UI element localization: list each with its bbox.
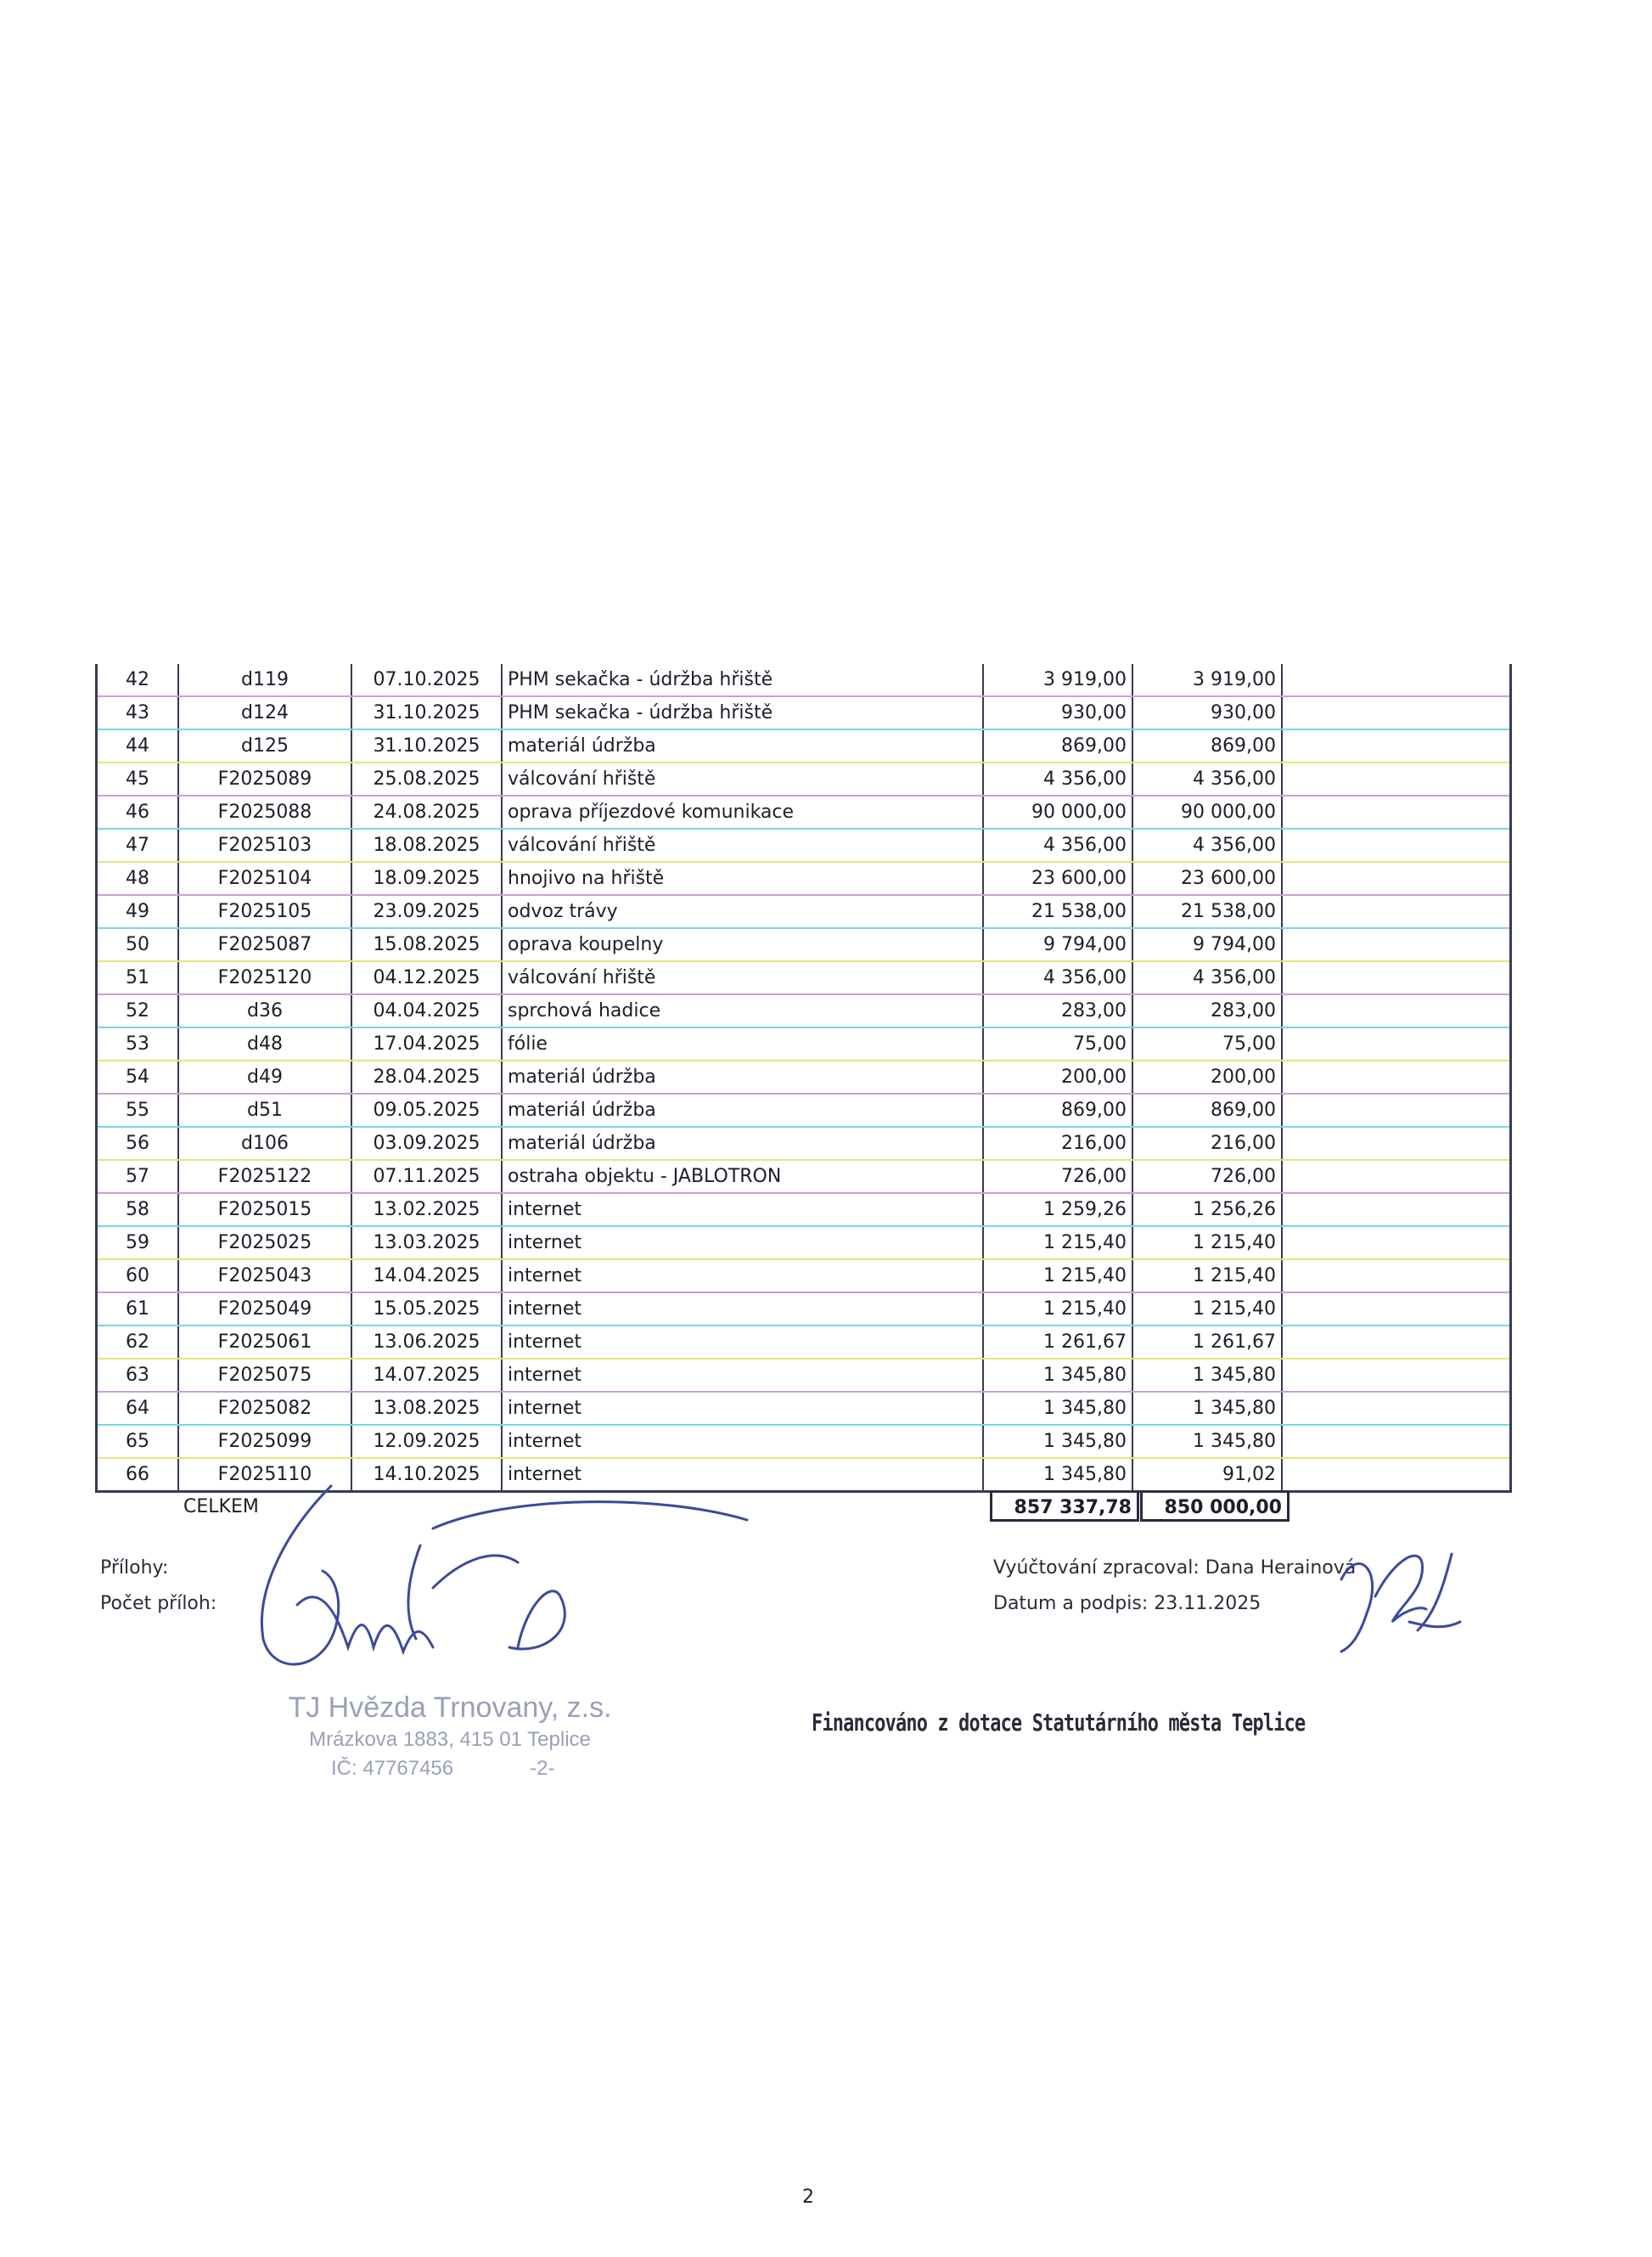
expense-description: internet bbox=[502, 1226, 983, 1259]
table-row bbox=[97, 729, 1511, 763]
amount-covered: 3 919,00 bbox=[1132, 664, 1282, 696]
amount-total: 1 215,40 bbox=[983, 1292, 1132, 1325]
amount-covered: 869,00 bbox=[1132, 1094, 1282, 1127]
amount-covered: 1 215,40 bbox=[1132, 1292, 1282, 1325]
note-cell bbox=[1282, 1226, 1511, 1259]
document-number: d124 bbox=[178, 696, 351, 729]
expense-description: hnojivo na hřiště bbox=[502, 862, 983, 895]
table-row bbox=[97, 895, 1511, 928]
row-number: 64 bbox=[97, 1392, 179, 1425]
amount-total: 1 345,80 bbox=[983, 1359, 1132, 1392]
amount-total: 1 345,80 bbox=[983, 1392, 1132, 1425]
expense-description: válcování hřiště bbox=[502, 961, 983, 994]
document-date: 24.08.2025 bbox=[351, 796, 502, 829]
amount-total: 1 215,40 bbox=[983, 1226, 1132, 1259]
document-date: 12.09.2025 bbox=[351, 1425, 502, 1458]
amount-total: 4 356,00 bbox=[983, 763, 1132, 796]
row-number: 42 bbox=[97, 664, 179, 696]
document-date: 31.10.2025 bbox=[351, 729, 502, 763]
total-covered: 850 000,00 bbox=[1140, 1491, 1290, 1522]
table-row bbox=[97, 928, 1511, 961]
financed-by-note: Financováno z dotace Statutárního města Teplice bbox=[812, 1708, 1306, 1736]
document-date: 18.09.2025 bbox=[351, 862, 502, 895]
amount-total: 75,00 bbox=[983, 1027, 1132, 1061]
note-cell bbox=[1282, 1425, 1511, 1458]
row-number: 48 bbox=[97, 862, 179, 895]
expense-description: PHM sekačka - údržba hřiště bbox=[502, 664, 983, 696]
document-date: 13.08.2025 bbox=[351, 1392, 502, 1425]
amount-total: 90 000,00 bbox=[983, 796, 1132, 829]
row-number: 47 bbox=[97, 829, 179, 862]
document-date: 15.08.2025 bbox=[351, 928, 502, 961]
table-row bbox=[97, 696, 1511, 729]
attachments-count-label: Počet příloh: bbox=[100, 1593, 217, 1614]
stamp-ico: IČ: 47767456 bbox=[331, 1757, 454, 1780]
amount-total: 930,00 bbox=[983, 696, 1132, 729]
expense-description: PHM sekačka - údržba hřiště bbox=[502, 696, 983, 729]
document-date: 07.11.2025 bbox=[351, 1160, 502, 1193]
table-row bbox=[97, 1061, 1511, 1094]
document-number: F2025075 bbox=[178, 1359, 351, 1392]
expense-description: materiál údržba bbox=[502, 1127, 983, 1160]
row-number: 53 bbox=[97, 1027, 179, 1061]
document-number: d106 bbox=[178, 1127, 351, 1160]
expense-description: válcování hřiště bbox=[502, 829, 983, 862]
note-cell bbox=[1282, 1359, 1511, 1392]
amount-covered: 1 345,80 bbox=[1132, 1359, 1282, 1392]
note-cell bbox=[1282, 1094, 1511, 1127]
amount-total: 726,00 bbox=[983, 1160, 1132, 1193]
amount-total: 1 261,67 bbox=[983, 1325, 1132, 1359]
amount-covered: 1 256,26 bbox=[1132, 1193, 1282, 1226]
attachments-label: Přílohy: bbox=[100, 1557, 169, 1579]
table-row bbox=[97, 1325, 1511, 1359]
document-number: F2025103 bbox=[178, 829, 351, 862]
note-cell bbox=[1282, 1061, 1511, 1094]
amount-total: 1 345,80 bbox=[983, 1425, 1132, 1458]
table-row bbox=[97, 862, 1511, 895]
table-row bbox=[97, 994, 1511, 1027]
note-cell bbox=[1282, 1325, 1511, 1359]
amount-covered: 75,00 bbox=[1132, 1027, 1282, 1061]
amount-covered: 90 000,00 bbox=[1132, 796, 1282, 829]
amount-total: 4 356,00 bbox=[983, 829, 1132, 862]
document-number: F2025122 bbox=[178, 1160, 351, 1193]
document-date: 15.05.2025 bbox=[351, 1292, 502, 1325]
stamp-ico-row bbox=[255, 1757, 645, 1781]
amount-covered: 4 356,00 bbox=[1132, 763, 1282, 796]
row-number: 66 bbox=[97, 1458, 179, 1492]
document-date: 31.10.2025 bbox=[351, 696, 502, 729]
document-date: 14.04.2025 bbox=[351, 1259, 502, 1292]
amount-total: 1 215,40 bbox=[983, 1259, 1132, 1292]
table-row bbox=[97, 829, 1511, 862]
document-date: 04.12.2025 bbox=[351, 961, 502, 994]
note-cell bbox=[1282, 895, 1511, 928]
document-number: F2025105 bbox=[178, 895, 351, 928]
stamp-mark: -2- bbox=[530, 1757, 555, 1780]
document-number: F2025089 bbox=[178, 763, 351, 796]
table-row bbox=[97, 1259, 1511, 1292]
expense-description: oprava koupelny bbox=[502, 928, 983, 961]
stamp-name: TJ Hvězda Trnovany, z.s. bbox=[288, 1691, 612, 1724]
row-number: 59 bbox=[97, 1226, 179, 1259]
note-cell bbox=[1282, 1458, 1511, 1492]
document-number: F2025061 bbox=[178, 1325, 351, 1359]
table-row bbox=[97, 1160, 1511, 1193]
table-row bbox=[97, 1392, 1511, 1425]
row-number: 43 bbox=[97, 696, 179, 729]
document-date: 17.04.2025 bbox=[351, 1027, 502, 1061]
table-row bbox=[97, 1094, 1511, 1127]
row-number: 51 bbox=[97, 961, 179, 994]
table-row bbox=[97, 796, 1511, 829]
row-number: 63 bbox=[97, 1359, 179, 1392]
table-row bbox=[97, 1292, 1511, 1325]
row-number: 62 bbox=[97, 1325, 179, 1359]
amount-covered: 726,00 bbox=[1132, 1160, 1282, 1193]
document-date: 09.05.2025 bbox=[351, 1094, 502, 1127]
expense-description: internet bbox=[502, 1359, 983, 1392]
table-row bbox=[97, 1027, 1511, 1061]
row-number: 61 bbox=[97, 1292, 179, 1325]
total-amount: 857 337,78 bbox=[990, 1491, 1139, 1522]
note-cell bbox=[1282, 862, 1511, 895]
document-number: F2025082 bbox=[178, 1392, 351, 1425]
row-number: 56 bbox=[97, 1127, 179, 1160]
note-cell bbox=[1282, 829, 1511, 862]
row-number: 45 bbox=[97, 763, 179, 796]
amount-covered: 4 356,00 bbox=[1132, 961, 1282, 994]
amount-covered: 930,00 bbox=[1132, 696, 1282, 729]
date-signature-label: Datum a podpis: 23.11.2025 bbox=[993, 1593, 1261, 1614]
table-row bbox=[97, 1193, 1511, 1226]
amount-total: 3 919,00 bbox=[983, 664, 1132, 696]
document-number: d51 bbox=[178, 1094, 351, 1127]
row-number: 55 bbox=[97, 1094, 179, 1127]
amount-covered: 21 538,00 bbox=[1132, 895, 1282, 928]
document-date: 25.08.2025 bbox=[351, 763, 502, 796]
document-number: F2025088 bbox=[178, 796, 351, 829]
row-number: 54 bbox=[97, 1061, 179, 1094]
document-number: F2025049 bbox=[178, 1292, 351, 1325]
expense-description: materiál údržba bbox=[502, 1061, 983, 1094]
amount-total: 869,00 bbox=[983, 1094, 1132, 1127]
amount-total: 283,00 bbox=[983, 994, 1132, 1027]
table-row bbox=[97, 1359, 1511, 1392]
page-number: 2 bbox=[802, 2187, 814, 2208]
amount-covered: 869,00 bbox=[1132, 729, 1282, 763]
document-number: d119 bbox=[178, 664, 351, 696]
expense-description: internet bbox=[502, 1392, 983, 1425]
note-cell bbox=[1282, 1392, 1511, 1425]
expense-description: ostraha objektu - JABLOTRON bbox=[502, 1160, 983, 1193]
amount-covered: 283,00 bbox=[1132, 994, 1282, 1027]
table-row bbox=[97, 763, 1511, 796]
note-cell bbox=[1282, 796, 1511, 829]
row-number: 60 bbox=[97, 1259, 179, 1292]
expense-description: sprchová hadice bbox=[502, 994, 983, 1027]
amount-covered: 1 345,80 bbox=[1132, 1425, 1282, 1458]
amount-covered: 1 261,67 bbox=[1132, 1325, 1282, 1359]
expense-description: odvoz trávy bbox=[502, 895, 983, 928]
amount-total: 4 356,00 bbox=[983, 961, 1132, 994]
row-number: 46 bbox=[97, 796, 179, 829]
note-cell bbox=[1282, 696, 1511, 729]
document-date: 13.03.2025 bbox=[351, 1226, 502, 1259]
amount-total: 23 600,00 bbox=[983, 862, 1132, 895]
amount-total: 21 538,00 bbox=[983, 895, 1132, 928]
note-cell bbox=[1282, 729, 1511, 763]
row-number: 65 bbox=[97, 1425, 179, 1458]
note-cell bbox=[1282, 664, 1511, 696]
signature-right-icon bbox=[1324, 1528, 1477, 1664]
amount-covered: 9 794,00 bbox=[1132, 928, 1282, 961]
total-label: CELKEM bbox=[183, 1496, 259, 1517]
document-date: 13.06.2025 bbox=[351, 1325, 502, 1359]
row-number: 49 bbox=[97, 895, 179, 928]
amount-total: 200,00 bbox=[983, 1061, 1132, 1094]
table-row bbox=[97, 1425, 1511, 1458]
amount-covered: 1 215,40 bbox=[1132, 1259, 1282, 1292]
document-number: d125 bbox=[178, 729, 351, 763]
amount-covered: 216,00 bbox=[1132, 1127, 1282, 1160]
expense-table-body bbox=[97, 664, 1511, 1492]
stamp-address: Mrázkova 1883, 415 01 Teplice bbox=[309, 1728, 591, 1751]
expense-description: válcování hřiště bbox=[502, 763, 983, 796]
document-number: d49 bbox=[178, 1061, 351, 1094]
document-number: d36 bbox=[178, 994, 351, 1027]
expense-description: fólie bbox=[502, 1027, 983, 1061]
amount-covered: 1 215,40 bbox=[1132, 1226, 1282, 1259]
amount-covered: 4 356,00 bbox=[1132, 829, 1282, 862]
expense-table bbox=[95, 664, 1512, 1493]
document-date: 23.09.2025 bbox=[351, 895, 502, 928]
document-date: 13.02.2025 bbox=[351, 1193, 502, 1226]
amount-covered: 23 600,00 bbox=[1132, 862, 1282, 895]
expense-description: internet bbox=[502, 1193, 983, 1226]
prepared-by-label: Vyúčtování zpracoval: Dana Herainová bbox=[993, 1557, 1357, 1579]
document-number: F2025015 bbox=[178, 1193, 351, 1226]
document-number: F2025120 bbox=[178, 961, 351, 994]
document-date: 18.08.2025 bbox=[351, 829, 502, 862]
document-date: 14.10.2025 bbox=[351, 1458, 502, 1492]
expense-description: internet bbox=[502, 1425, 983, 1458]
table-row bbox=[97, 961, 1511, 994]
organization-stamp bbox=[255, 1691, 645, 1781]
amount-total: 1 259,26 bbox=[983, 1193, 1132, 1226]
note-cell bbox=[1282, 1259, 1511, 1292]
expense-description: materiál údržba bbox=[502, 729, 983, 763]
note-cell bbox=[1282, 1127, 1511, 1160]
table-row bbox=[97, 664, 1511, 696]
signature-left-icon bbox=[238, 1477, 764, 1698]
document-number: F2025104 bbox=[178, 862, 351, 895]
amount-covered: 91,02 bbox=[1132, 1458, 1282, 1492]
note-cell bbox=[1282, 763, 1511, 796]
expense-description: oprava příjezdové komunikace bbox=[502, 796, 983, 829]
table-row bbox=[97, 1226, 1511, 1259]
expense-description: materiál údržba bbox=[502, 1094, 983, 1127]
table-row bbox=[97, 1127, 1511, 1160]
document-number: F2025087 bbox=[178, 928, 351, 961]
amount-total: 9 794,00 bbox=[983, 928, 1132, 961]
note-cell bbox=[1282, 1027, 1511, 1061]
row-number: 52 bbox=[97, 994, 179, 1027]
expense-description: internet bbox=[502, 1325, 983, 1359]
note-cell bbox=[1282, 1193, 1511, 1226]
note-cell bbox=[1282, 1292, 1511, 1325]
expense-description: internet bbox=[502, 1259, 983, 1292]
document-number: F2025025 bbox=[178, 1226, 351, 1259]
document-number: F2025099 bbox=[178, 1425, 351, 1458]
document-number: F2025043 bbox=[178, 1259, 351, 1292]
document-number: d48 bbox=[178, 1027, 351, 1061]
document-date: 14.07.2025 bbox=[351, 1359, 502, 1392]
amount-covered: 200,00 bbox=[1132, 1061, 1282, 1094]
amount-total: 869,00 bbox=[983, 729, 1132, 763]
document-date: 04.04.2025 bbox=[351, 994, 502, 1027]
document-number: F2025110 bbox=[178, 1458, 351, 1492]
document-date: 07.10.2025 bbox=[351, 664, 502, 696]
document-date: 28.04.2025 bbox=[351, 1061, 502, 1094]
amount-total: 216,00 bbox=[983, 1127, 1132, 1160]
expense-description: internet bbox=[502, 1292, 983, 1325]
row-number: 58 bbox=[97, 1193, 179, 1226]
row-number: 50 bbox=[97, 928, 179, 961]
note-cell bbox=[1282, 994, 1511, 1027]
note-cell bbox=[1282, 1160, 1511, 1193]
row-number: 57 bbox=[97, 1160, 179, 1193]
expense-description: internet bbox=[502, 1458, 983, 1492]
amount-covered: 1 345,80 bbox=[1132, 1392, 1282, 1425]
note-cell bbox=[1282, 928, 1511, 961]
row-number: 44 bbox=[97, 729, 179, 763]
amount-total: 1 345,80 bbox=[983, 1458, 1132, 1492]
document-date: 03.09.2025 bbox=[351, 1127, 502, 1160]
note-cell bbox=[1282, 961, 1511, 994]
